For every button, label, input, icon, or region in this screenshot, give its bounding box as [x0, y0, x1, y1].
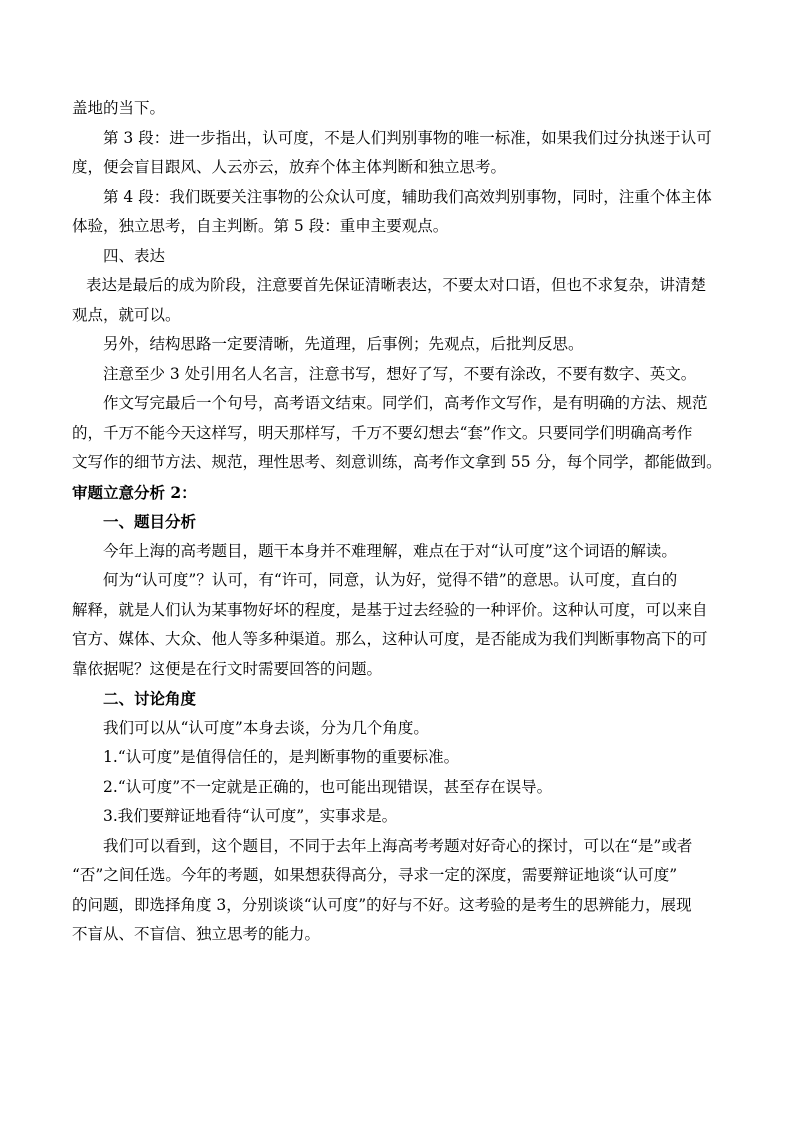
- text-line: 解释，就是人们认为某事物好坏的程度，是基于过去经验的一种评价。这种认可度，可以来自: [72, 600, 708, 619]
- text-line: 官方、媒体、大众、他人等多种渠道。那么，这种认可度，是否能成为我们判断事物高下的可: [72, 630, 708, 648]
- paragraph-line: 作文写完最后一个句号，高考语文结束。同学们，高考作文写作，是有明确的方法、规范: [103, 394, 708, 412]
- paragraph-line: 今年上海的高考题目，题干本身并不难理解，难点在于对“认可度”这个词语的解读。: [103, 541, 677, 560]
- paragraph-line: 何为“认可度”？认可，有“许可，同意，认为好，觉得不错”的意思。认可度，直白的: [103, 571, 678, 589]
- paragraph-line: 另外，结构思路一定要清晰，先道理，后事例；先观点，后批判反思。: [103, 335, 584, 353]
- section-heading: 一、题目分析: [103, 512, 197, 531]
- paragraph-line: 我们可以从“认可度”本身去谈，分为几个角度。: [103, 718, 429, 737]
- text-line: 体验，独立思考，自主判断。第 5 段：重申主要观点。: [72, 217, 449, 235]
- text-line: 的，千万不能今天这样写，明天那样写，千万不要幻想去“套”作文。只要同学们明确高考作: [72, 423, 693, 442]
- text-line: 盖地的当下。: [72, 99, 166, 117]
- text-line: 文写作的细节方法、规范，理性思考、刻意训练，高考作文拿到 55 分，每个同学，都能做到。: [72, 453, 722, 471]
- paragraph-line: 表达是最后的成为阶段，注意要首先保证清晰表达，不要太对口语，但也不求复杂，讲清楚: [86, 276, 707, 294]
- paragraph-line: 我们可以看到，这个题目，不同于去年上海高考考题对好奇心的探讨，可以在“是”或者: [103, 836, 693, 855]
- paragraph-line: 第 4 段：我们既要关注事物的公众认可度，辅助我们高效判别事物，同时，注重个体主体: [103, 187, 712, 206]
- text-line: 的问题，即选择角度 3，分别谈谈“认可度”的好与不好。这考验的是考生的思辨能力，展现: [72, 895, 692, 914]
- list-item: 3.我们要辩证地看待“认可度”，实事求是。: [103, 807, 398, 825]
- document-page: [72, 94, 728, 950]
- paragraph-line: 第 3 段：进一步指出，认可度，不是人们判别事物的唯一标准，如果我们过分执迷于认可: [103, 128, 712, 147]
- section-heading: 二、讨论角度: [103, 689, 197, 708]
- text-line: 观点，就可以。: [72, 305, 181, 324]
- text-line: “否”之间任选。今年的考题，如果想获得高分，寻求一定的深度，需要辩证地谈“认可度”: [72, 866, 678, 884]
- section-heading: 四、表达: [103, 246, 166, 265]
- list-item: 1.“认可度”是值得信任的，是判断事物的重要标准。: [103, 748, 460, 766]
- text-line: 度，便会盲目跟风、人云亦云，放弃个体主体判断和独立思考。: [72, 158, 507, 176]
- paragraph-line: 注意至少 3 处引用名人名言，注意书写，想好了写，不要有涂改，不要有数字、英文。: [103, 364, 697, 383]
- analysis-title: 审题立意分析 2：: [72, 482, 197, 502]
- text-line: 靠依据呢？这便是在行文时需要回答的问题。: [72, 659, 383, 678]
- text-line: 不盲从、不盲信、独立思考的能力。: [72, 925, 321, 943]
- list-item: 2.“认可度”不一定就是正确的，也可能出现错误，甚至存在误导。: [103, 777, 553, 796]
